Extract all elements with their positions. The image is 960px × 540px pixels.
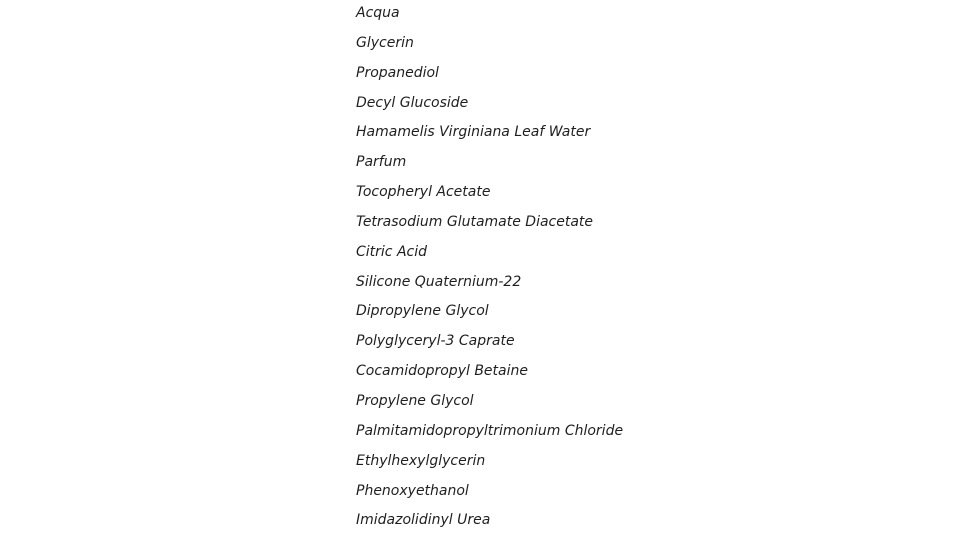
ingredient-acqua: Acqua [356, 5, 400, 21]
ingredient-tetrasodium-glutamate-diacetate: Tetrasodium Glutamate Diacetate [356, 213, 594, 230]
ingredient-propylene-glycol: Propylene Glycol [356, 392, 474, 409]
ingredient-cocamidopropyl-betaine: Cocamidopropyl Betaine [356, 363, 528, 380]
ingredient-polyglyceryl-3-caprate: Polyglyceryl-3 Caprate [356, 333, 515, 350]
ingredient-glycerin: Glycerin [356, 34, 414, 51]
ingredient-parfum: Parfum [356, 154, 407, 171]
ingredient-citric-acid: Citric Acid [356, 243, 427, 260]
ingredient-decyl-glucoside: Decyl Glucoside [356, 94, 469, 111]
ingredient-phenoxyethanol: Phenoxyethanol [356, 482, 469, 499]
ingredient-ethylhexylglycerin: Ethylhexylglycerin [356, 452, 486, 469]
ingredient-dipropylene-glycol: Dipropylene Glycol [356, 303, 489, 320]
ingredient-silicone-quaternium-22: Silicone Quaternium-22 [356, 273, 522, 290]
ingredient-hamamelis-virginiana-leaf-water: Hamamelis Virginiana Leaf Water [356, 124, 591, 141]
ingredient-imidazolidinyl-urea: Imidazolidinyl Urea [356, 512, 491, 529]
ingredient-palmitamidopropyltrimonium-chloride: Palmitamidopropyltrimonium Chloride [356, 422, 624, 439]
ingredient-propanediol: Propanediol [356, 64, 439, 81]
ingredient-list [356, 0, 623, 537]
ingredient-tocopheryl-acetate: Tocopheryl Acetate [356, 184, 491, 201]
